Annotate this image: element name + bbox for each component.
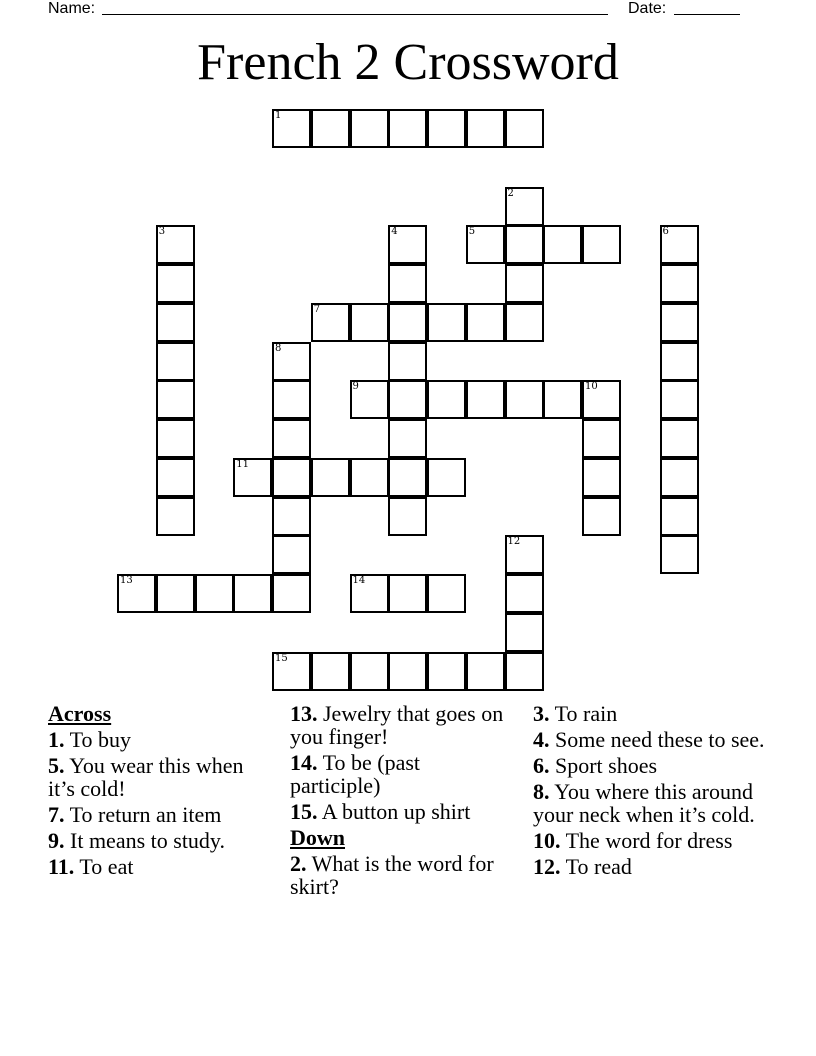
- grid-cell[interactable]: [272, 380, 311, 419]
- grid-cell[interactable]: [660, 225, 699, 264]
- grid-cell[interactable]: [466, 652, 505, 691]
- grid-cell[interactable]: [543, 225, 582, 264]
- clue-text: The word for dress: [565, 828, 733, 853]
- grid-cell[interactable]: [505, 613, 544, 652]
- clue: [48, 754, 273, 800]
- grid-cell[interactable]: [311, 458, 350, 497]
- clue-text: You where this around your neck when it’s cold.: [533, 779, 755, 827]
- clue-number: 4.: [533, 727, 550, 752]
- grid-cell[interactable]: [505, 652, 544, 691]
- grid-cell[interactable]: [272, 342, 311, 381]
- clue-number: 3.: [533, 701, 550, 726]
- grid-cell[interactable]: [427, 652, 466, 691]
- clue: [533, 829, 773, 852]
- clue: [533, 855, 773, 878]
- clue-text: You wear this when it’s cold!: [48, 753, 244, 801]
- grid-cell[interactable]: [156, 342, 195, 381]
- grid-cell[interactable]: [582, 497, 621, 536]
- grid-cell[interactable]: [388, 264, 427, 303]
- grid-cell[interactable]: [388, 303, 427, 342]
- grid-cell[interactable]: [427, 574, 466, 613]
- grid-cell[interactable]: [272, 652, 311, 691]
- clue-text: To eat: [79, 854, 134, 879]
- clue: [290, 800, 515, 823]
- clue-number: 1.: [48, 727, 65, 752]
- grid-cell[interactable]: [350, 458, 389, 497]
- grid-cell[interactable]: [660, 535, 699, 574]
- grid-cell[interactable]: [388, 574, 427, 613]
- clue: [290, 852, 515, 898]
- clue-text: A button up shirt: [321, 799, 471, 824]
- grid-cell[interactable]: [388, 380, 427, 419]
- grid-cell[interactable]: [156, 225, 195, 264]
- grid-cell[interactable]: [466, 225, 505, 264]
- cell-number: 10: [585, 381, 598, 393]
- cell-number: 11: [236, 458, 249, 470]
- grid-cell[interactable]: [505, 264, 544, 303]
- grid-cell[interactable]: [660, 419, 699, 458]
- grid-cell[interactable]: [350, 652, 389, 691]
- clue-text: Sport shoes: [555, 753, 658, 778]
- grid-cell[interactable]: [427, 109, 466, 148]
- grid-cell[interactable]: [156, 419, 195, 458]
- clue-number: 12.: [533, 854, 561, 879]
- grid-cell[interactable]: [350, 303, 389, 342]
- clue-number: 9.: [48, 828, 65, 853]
- grid-cell[interactable]: [505, 109, 544, 148]
- clue: [48, 803, 273, 826]
- grid-cell[interactable]: [156, 303, 195, 342]
- clue-column-1: [48, 702, 273, 881]
- grid-cell[interactable]: [427, 380, 466, 419]
- clue-number: 5.: [48, 753, 65, 778]
- clue: [533, 702, 773, 725]
- grid-cell[interactable]: [582, 458, 621, 497]
- date-label: Date:: [628, 0, 667, 17]
- grid-cell[interactable]: [272, 419, 311, 458]
- cell-number: 1: [275, 110, 282, 121]
- grid-cell[interactable]: [582, 419, 621, 458]
- grid-cell[interactable]: [350, 574, 389, 613]
- grid-cell[interactable]: [660, 497, 699, 536]
- clue: [533, 728, 773, 751]
- clue-text: To buy: [69, 727, 132, 752]
- cell-number: 5: [468, 226, 476, 238]
- clue-column-3: [533, 702, 773, 881]
- grid-cell[interactable]: [466, 303, 505, 342]
- clue: [533, 780, 773, 826]
- grid-cell[interactable]: [660, 264, 699, 303]
- grid-cell[interactable]: [505, 303, 544, 342]
- name-label: Name:: [48, 0, 96, 17]
- clue-number: 14.: [290, 750, 318, 775]
- clue-text: To rain: [554, 701, 618, 726]
- grid-cell[interactable]: [272, 497, 311, 536]
- grid-cell[interactable]: [543, 380, 582, 419]
- cell-number: 13: [120, 575, 133, 586]
- grid-cell[interactable]: [660, 380, 699, 419]
- grid-cell[interactable]: [505, 225, 544, 264]
- grid-cell[interactable]: [388, 109, 427, 148]
- grid-cell[interactable]: [505, 187, 544, 226]
- clue-text: Some need these to see.: [555, 727, 765, 752]
- grid-cell[interactable]: [350, 380, 389, 419]
- across-clue-list-continued: [290, 702, 515, 823]
- grid-cell[interactable]: [427, 458, 466, 497]
- clue-text: What is the word for skirt?: [290, 851, 494, 899]
- clue-number: 8.: [533, 779, 550, 804]
- clue: [533, 754, 773, 777]
- down-heading: Down: [290, 825, 346, 850]
- grid-cell[interactable]: [156, 574, 195, 613]
- down-clue-list-continued: [533, 702, 773, 878]
- cell-number: 7: [313, 303, 321, 315]
- grid-cell[interactable]: [660, 342, 699, 381]
- clue-number: 13.: [290, 701, 318, 726]
- grid-cell[interactable]: [311, 652, 350, 691]
- grid-cell[interactable]: [427, 303, 466, 342]
- grid-cell[interactable]: [272, 109, 311, 148]
- grid-cell[interactable]: [272, 574, 311, 613]
- grid-cell[interactable]: [272, 535, 311, 574]
- cell-number: 15: [275, 652, 288, 664]
- clue: [48, 829, 273, 852]
- grid-cell[interactable]: [505, 380, 544, 419]
- grid-cell[interactable]: [156, 380, 195, 419]
- clue-number: 6.: [533, 753, 550, 778]
- across-heading: Across: [48, 701, 112, 726]
- grid-cell[interactable]: [505, 535, 544, 574]
- cell-number: 4: [391, 226, 398, 238]
- down-clue-list: [290, 852, 515, 898]
- grid-cell[interactable]: [350, 109, 389, 148]
- grid-cell[interactable]: [272, 458, 311, 497]
- grid-cell[interactable]: [311, 303, 350, 342]
- clue-number: 10.: [533, 828, 561, 853]
- grid-cell[interactable]: [388, 342, 427, 381]
- clue-column-2: [290, 702, 515, 901]
- grid-cell[interactable]: [156, 264, 195, 303]
- grid-cell[interactable]: [388, 225, 427, 264]
- clue-text: To be (past participle): [290, 750, 421, 798]
- clue-text: To return an item: [69, 802, 222, 827]
- grid-cell[interactable]: [388, 419, 427, 458]
- grid-cell[interactable]: [582, 225, 621, 264]
- grid-cell[interactable]: [156, 497, 195, 536]
- grid-cell[interactable]: [466, 109, 505, 148]
- clue: [290, 702, 515, 748]
- clue-number: 11.: [48, 854, 75, 879]
- cell-number: 14: [352, 575, 366, 586]
- grid-cell[interactable]: [660, 303, 699, 342]
- grid-cell[interactable]: [388, 652, 427, 691]
- page-title: French 2 Crossword: [197, 34, 619, 91]
- grid-cell[interactable]: [388, 458, 427, 497]
- cell-number: 12: [507, 536, 521, 548]
- clue: [48, 728, 273, 751]
- clue-number: 15.: [290, 799, 318, 824]
- grid-cell[interactable]: [233, 458, 272, 497]
- clue-text: Jewelry that goes on you finger!: [290, 701, 504, 749]
- cell-number: 9: [352, 381, 359, 393]
- cell-number: 3: [158, 226, 166, 238]
- grid-cell[interactable]: [156, 458, 195, 497]
- clue-number: 2.: [290, 851, 307, 876]
- grid-cell[interactable]: [388, 497, 427, 536]
- cell-number: 8: [275, 342, 282, 354]
- cell-number: 6: [662, 226, 669, 238]
- across-clue-list: [48, 728, 273, 878]
- clue-text: It means to study.: [70, 828, 225, 853]
- grid-cell[interactable]: [505, 574, 544, 613]
- grid-cell[interactable]: [233, 574, 272, 613]
- clue: [290, 751, 515, 797]
- clue-text: To read: [565, 854, 632, 879]
- clue: [48, 855, 273, 878]
- grid-cell[interactable]: [195, 574, 234, 613]
- grid-cell[interactable]: [466, 380, 505, 419]
- cell-number: 2: [507, 187, 514, 199]
- grid-cell[interactable]: [117, 574, 156, 613]
- grid-cell[interactable]: [660, 458, 699, 497]
- grid-cell[interactable]: [582, 380, 621, 419]
- grid-cell[interactable]: [311, 109, 350, 148]
- clue-number: 7.: [48, 802, 65, 827]
